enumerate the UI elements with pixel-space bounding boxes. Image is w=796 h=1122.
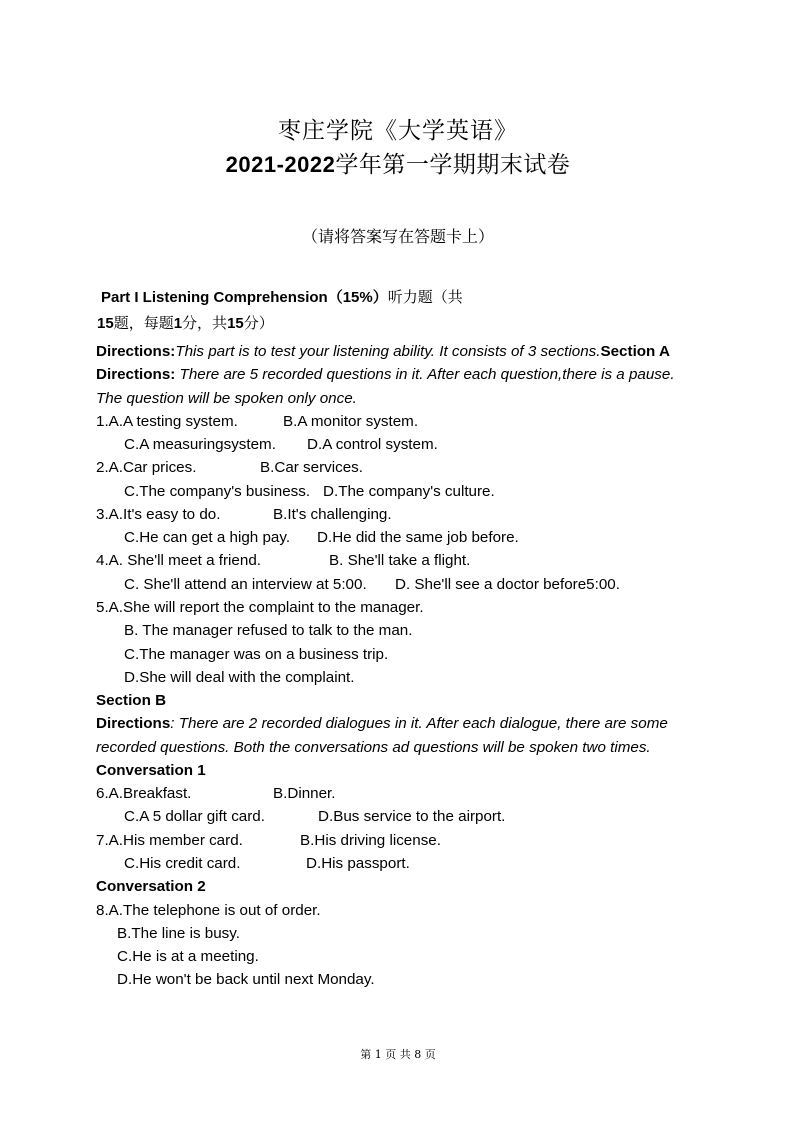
part1-score-line: [97, 312, 274, 333]
q8-option-c: C.He is at a meeting.: [117, 948, 259, 965]
section-b-directions-1: [96, 714, 668, 734]
directions-line-1: [96, 342, 670, 362]
part1-heading: [101, 286, 463, 307]
q2-option-c: C.The company's business.: [124, 483, 311, 500]
q4-option-c: C. She'll attend an interview at 5:00.: [124, 576, 367, 593]
part1-heading-cn: 听力题（共: [387, 288, 463, 306]
page-number-footer: 第 1 页 共 8 页: [360, 1048, 436, 1061]
q1-option-c: C.A measuringsystem.: [124, 436, 276, 453]
q8-option-b: B.The line is busy.: [117, 925, 240, 942]
score-text-1: 题，每题: [113, 314, 174, 332]
section-b-directions-2: recorded questions. Both the conversations ad questions will be spoken two times.: [96, 739, 651, 756]
q7-option-a: 7.A.His member card.: [96, 832, 243, 849]
q5-option-a: 5.A.She will report the complaint to the manager.: [96, 599, 424, 616]
q5-option-b: B. The manager refused to talk to the man.: [124, 622, 413, 639]
q8-option-a: 8.A.The telephone is out of order.: [96, 902, 321, 919]
q4-option-d: D. She'll see a doctor before5:00.: [395, 576, 620, 593]
directions-label: Directions:: [96, 343, 176, 360]
conversation-2-heading: Conversation 2: [96, 878, 206, 895]
question-count: 15: [97, 315, 114, 332]
answer-sheet-note: （请将答案写在答题卡上）: [301, 227, 494, 246]
score-text-3: 分）: [243, 314, 274, 332]
section-b-heading: Section B: [96, 692, 167, 709]
directions-text: This part is to test your listening ability. It consists of 3 sections.: [175, 343, 601, 360]
q1-option-a: 1.A.A testing system.: [96, 413, 238, 430]
q1-option-b: B.A monitor system.: [283, 413, 419, 430]
q2-option-b: B.Car services.: [260, 459, 363, 476]
score-text-2: 分，共: [182, 314, 228, 332]
exam-title-line1: 枣庄学院《大学英语》: [278, 118, 518, 144]
exam-title-rest: 学年第一学期期末试卷: [335, 152, 571, 178]
q6-option-c: C.A 5 dollar gift card.: [124, 808, 265, 825]
q2-option-d: D.The company's culture.: [323, 483, 495, 500]
q7-option-c: C.His credit card.: [124, 855, 241, 872]
q6-option-a: 6.A.Breakfast.: [96, 785, 192, 802]
directions-text-2: There are 5 recorded questions in it. After each question,there is a pause.: [175, 366, 675, 383]
academic-year: 2021-2022: [225, 152, 336, 177]
q8-option-d: D.He won't be back until next Monday.: [117, 971, 375, 988]
q3-option-c: C.He can get a high pay.: [124, 529, 291, 546]
directions-line-2: [96, 365, 675, 385]
directions-label-2: Directions:: [96, 366, 176, 383]
q7-option-d: D.His passport.: [306, 855, 410, 872]
total-points: 15: [227, 315, 244, 332]
q3-option-a: 3.A.It's easy to do.: [96, 506, 221, 523]
section-b-directions-text: : There are 2 recorded dialogues in it. After each dialogue, there are some: [170, 715, 668, 732]
points-each: 1: [173, 315, 183, 332]
exam-title-line2: [0, 146, 796, 179]
directions-line-3: The question will be spoken only once.: [96, 390, 357, 407]
q3-option-b: B.It's challenging.: [273, 506, 392, 523]
q6-option-b: B.Dinner.: [273, 785, 336, 802]
q5-option-c: C.The manager was on a business trip.: [124, 646, 389, 663]
q6-option-d: D.Bus service to the airport.: [318, 808, 506, 825]
q2-option-a: 2.A.Car prices.: [96, 459, 197, 476]
section-a-heading: Section A: [600, 343, 670, 360]
q3-option-d: D.He did the same job before.: [317, 529, 519, 546]
q7-option-b: B.His driving license.: [300, 832, 441, 849]
conversation-1-heading: Conversation 1: [96, 762, 206, 779]
q4-option-b: B. She'll take a flight.: [329, 552, 471, 569]
q5-option-d: D.She will deal with the complaint.: [124, 669, 355, 686]
q4-option-a: 4.A. She'll meet a friend.: [96, 552, 261, 569]
section-b-directions-label: Directions: [96, 715, 171, 732]
q1-option-d: D.A control system.: [307, 436, 438, 453]
part1-heading-en: Part I Listening Comprehension（15%）: [101, 289, 388, 306]
